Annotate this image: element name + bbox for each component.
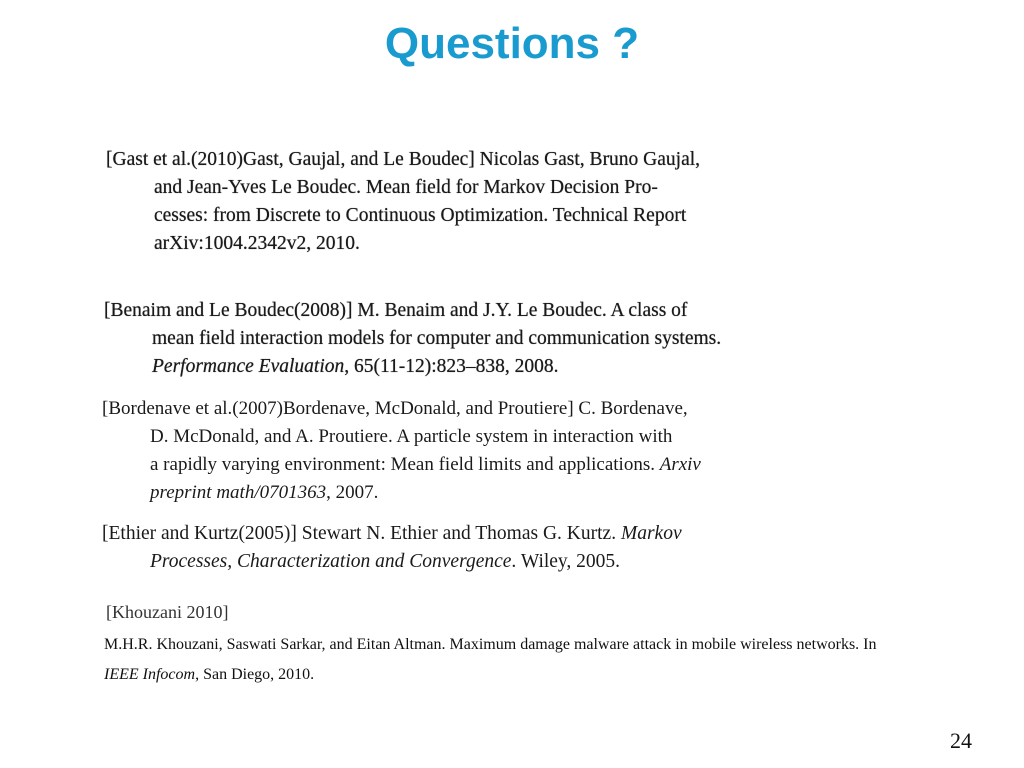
book-title: Processes, Characterization and Convergence: [150, 551, 512, 572]
reference-line: [102, 548, 802, 576]
reference-line: arXiv:1004.2342v2, 2010.: [154, 233, 360, 254]
reference-tail: , 2007.: [326, 482, 379, 503]
venue-name: IEEE Infocom: [104, 666, 196, 683]
slide-title: Questions ?: [384, 19, 640, 68]
reference-khouzani-2010: [104, 630, 1022, 690]
reference-line: cesses: from Discrete to Continuous Optimization. Technical Report: [154, 205, 687, 226]
reference-line: D. McDonald, and A. Proutiere. A particle system in interaction with: [150, 426, 673, 447]
journal-name: Arxiv: [659, 454, 701, 475]
page-number: 24: [950, 728, 972, 753]
reference-line: [Gast et al.(2010)Gast, Gaujal, and Le Boudec] Nicolas Gast, Bruno Gaujal,: [106, 149, 701, 170]
reference-line: [Benaim and Le Boudec(2008)] M. Benaim and J.Y. Le Boudec. A class of: [104, 300, 688, 321]
reference-tail: , San Diego, 2010.: [195, 666, 315, 683]
reference-line: [102, 451, 802, 479]
reference-line: [104, 660, 1022, 690]
reference-line: [104, 353, 804, 381]
reference-line: [102, 479, 802, 507]
reference-line: [102, 520, 802, 548]
journal-name: Performance Evaluation: [152, 356, 345, 377]
book-title: Markov: [620, 523, 682, 544]
reference-line: M.H.R. Khouzani, Saswati Sarkar, and Eitan Altman. Maximum damage malware attack in mobile wireless networks. In: [104, 636, 877, 653]
reference-ethier-2005: [102, 520, 802, 576]
reference-text: a rapidly varying environment: Mean field limits and applications.: [150, 454, 660, 475]
reference-text: [Ethier and Kurtz(2005)] Stewart N. Ethier and Thomas G. Kurtz.: [102, 523, 621, 544]
reference-benaim-2008: [104, 297, 804, 381]
reference-line: mean field interaction models for computer and communication systems.: [152, 328, 722, 349]
reference-gast-2010: [106, 146, 806, 258]
reference-line: [Bordenave et al.(2007)Bordenave, McDonald, and Proutiere] C. Bordenave,: [102, 398, 688, 419]
journal-name: preprint math/0701363: [150, 482, 327, 503]
reference-line: and Jean-Yves Le Boudec. Mean field for Markov Decision Pro-: [154, 177, 658, 198]
reference-tail: , 65(11-12):823–838, 2008.: [344, 356, 559, 377]
reference-tail: . Wiley, 2005.: [511, 551, 621, 572]
reference-label-khouzani: [Khouzani 2010]: [106, 602, 229, 622]
reference-bordenave-2007: [102, 395, 802, 507]
